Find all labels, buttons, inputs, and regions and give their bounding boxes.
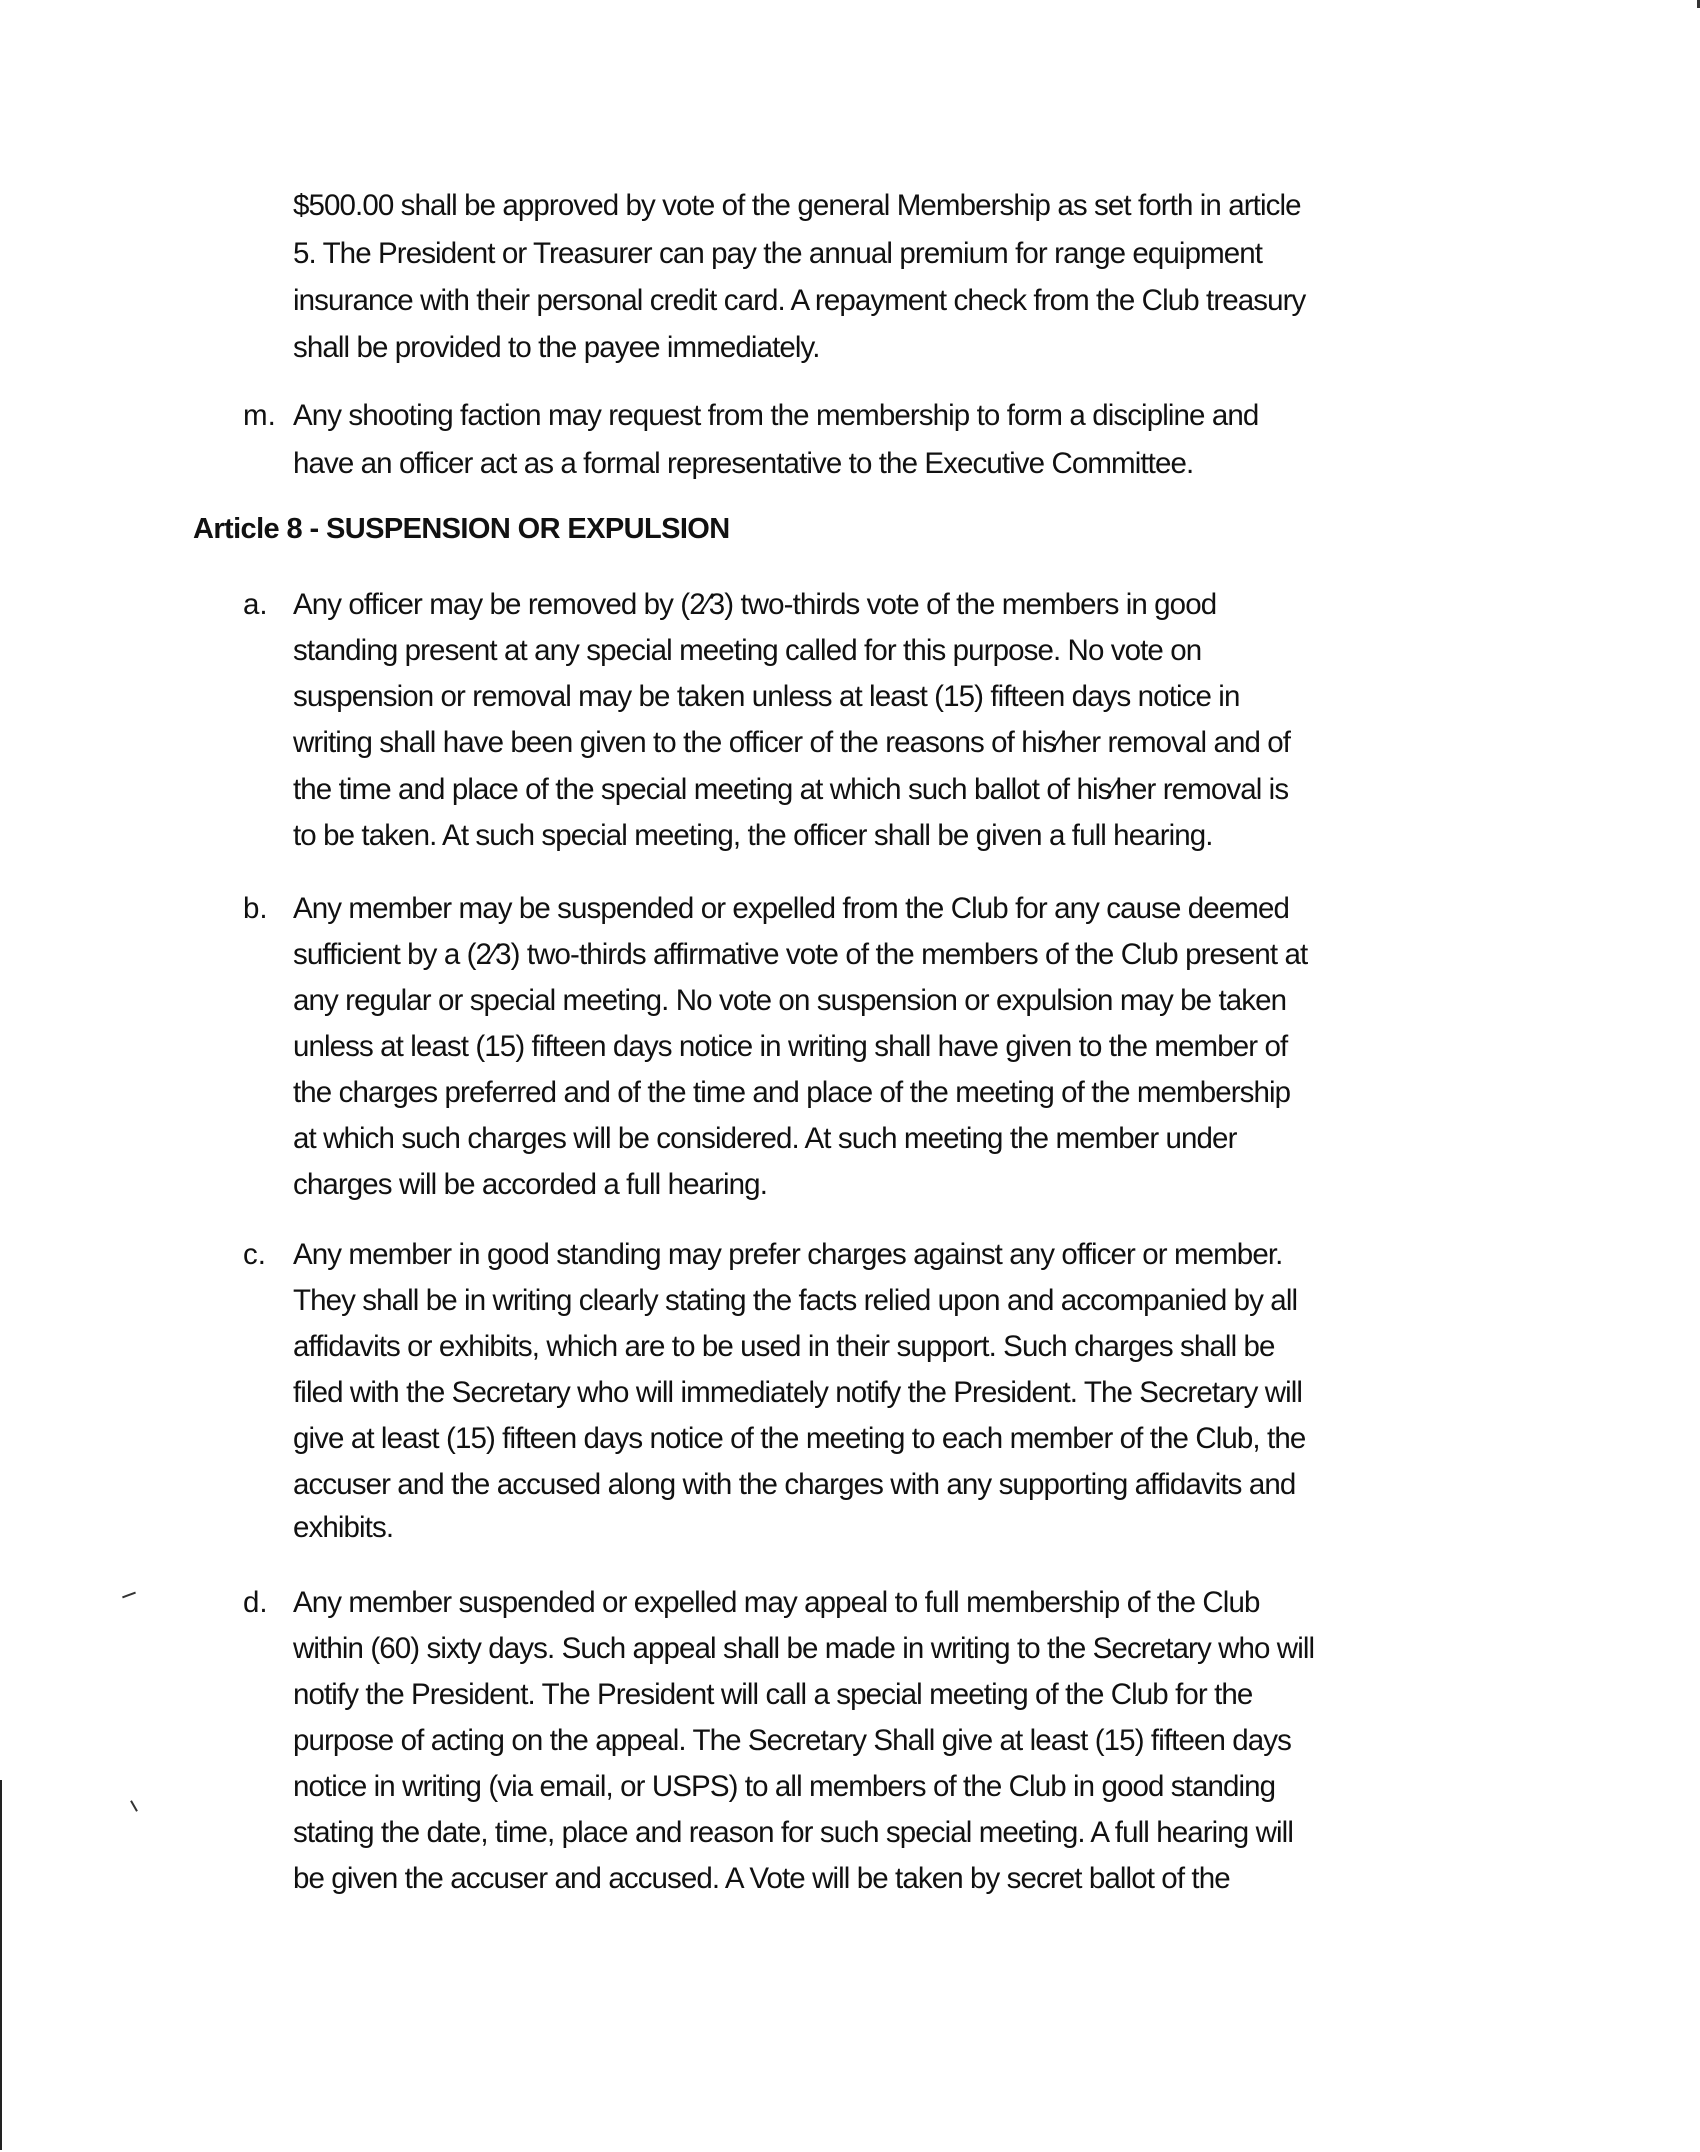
text-line: affidavits or exhibits, which are to be used in their support. Such charges shall be [293, 1330, 1275, 1363]
text-line: insurance with their personal credit card. A repayment check from the Club treasury [293, 284, 1306, 317]
text-line: at which such charges will be considered. At such meeting the member under [293, 1122, 1237, 1155]
text-line: any regular or special meeting. No vote on suspension or expulsion may be taken [293, 984, 1287, 1017]
text-line: 5. The President or Treasurer can pay the annual premium for range equipment [293, 237, 1263, 270]
text-line: accuser and the accused along with the charges with any supporting affidavits and [293, 1468, 1296, 1501]
list-marker: d. [243, 1586, 268, 1619]
text-line: Any member suspended or expelled may appeal to full membership of the Club [293, 1586, 1260, 1619]
text-line: Any member may be suspended or expelled from the Club for any cause deemed [293, 892, 1289, 925]
text-line: filed with the Secretary who will immediately notify the President. The Secretary will [293, 1376, 1303, 1409]
text-line: give at least (15) fifteen days notice of the meeting to each member of the Club, the [293, 1422, 1306, 1455]
text-line: stating the date, time, place and reason for such special meeting. A full hearing will [293, 1816, 1293, 1849]
list-marker: a. [243, 588, 268, 621]
scan-edge-mark [0, 1780, 2, 2150]
text-line: the time and place of the special meeting at which such ballot of his⁄her removal is [293, 773, 1289, 806]
text-line: Any officer may be removed by (2⁄3) two-thirds vote of the members in good [293, 588, 1217, 621]
text-line: exhibits. [293, 1511, 394, 1544]
scan-speck [122, 1592, 136, 1599]
text-line: They shall be in writing clearly stating the facts relied upon and accompanied by all [293, 1284, 1298, 1317]
text-line: within (60) sixty days. Such appeal shall be made in writing to the Secretary who will [293, 1632, 1315, 1665]
text-line: Any shooting faction may request from the membership to form a discipline and [293, 399, 1259, 432]
list-marker: m. [243, 399, 276, 432]
text-line: standing present at any special meeting called for this purpose. No vote on [293, 634, 1202, 667]
text-line: have an officer act as a formal representative to the Executive Committee. [293, 447, 1194, 480]
text-line: writing shall have been given to the officer of the reasons of his⁄her removal and of [293, 726, 1291, 759]
list-marker: b. [243, 892, 268, 925]
text-line: the charges preferred and of the time and place of the meeting of the membership [293, 1076, 1291, 1109]
scan-speck [130, 1800, 138, 1811]
article-heading: Article 8 - SUSPENSION OR EXPULSION [193, 513, 730, 545]
text-line: to be taken. At such special meeting, the officer shall be given a full hearing. [293, 819, 1213, 852]
text-line: sufficient by a (2⁄3) two-thirds affirmative vote of the members of the Club present at [293, 938, 1308, 971]
text-line: notify the President. The President will call a special meeting of the Club for the [293, 1678, 1253, 1711]
text-line: suspension or removal may be taken unless at least (15) fifteen days notice in [293, 680, 1240, 713]
text-line: $500.00 shall be approved by vote of the general Membership as set forth in article [293, 189, 1301, 222]
text-line: charges will be accorded a full hearing. [293, 1168, 767, 1201]
text-line: be given the accuser and accused. A Vote will be taken by secret ballot of the [293, 1862, 1230, 1895]
text-line: shall be provided to the payee immediately. [293, 331, 820, 364]
list-marker: c. [243, 1238, 266, 1271]
text-line: notice in writing (via email, or USPS) to all members of the Club in good standing [293, 1770, 1276, 1803]
text-line: purpose of acting on the appeal. The Secretary Shall give at least (15) fifteen days [293, 1724, 1291, 1757]
text-line: unless at least (15) fifteen days notice in writing shall have given to the member of [293, 1030, 1288, 1063]
text-line: Any member in good standing may prefer charges against any officer or member. [293, 1238, 1283, 1271]
